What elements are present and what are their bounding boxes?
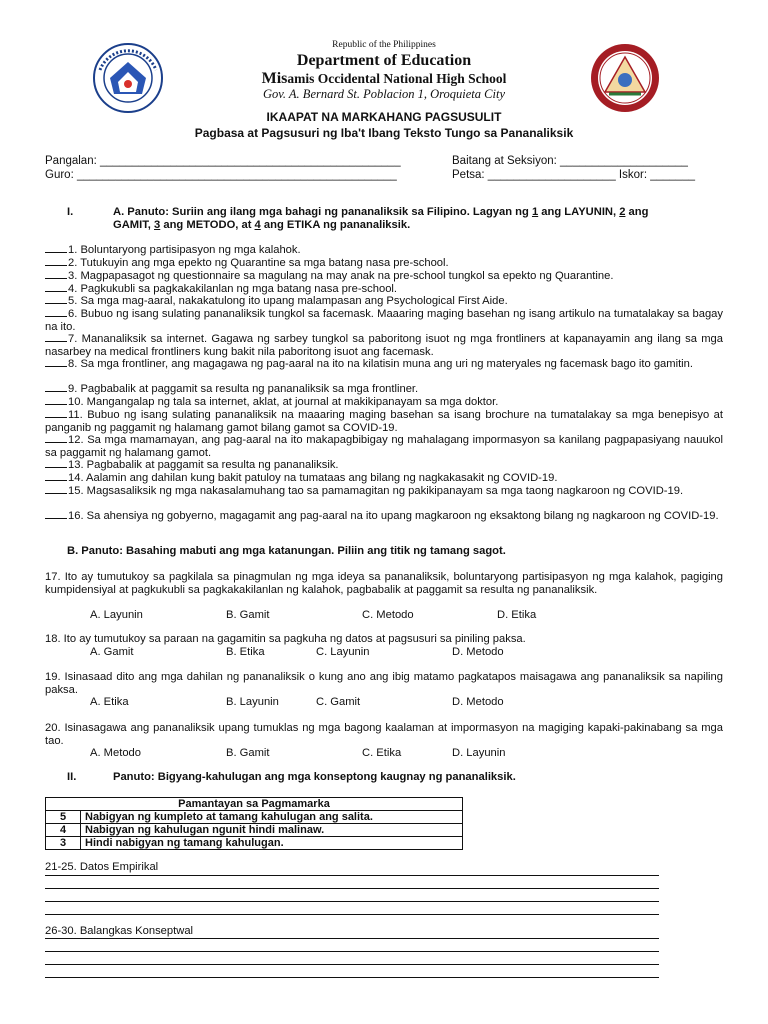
rubric-title: Pamantayan sa Pagmamarka	[46, 798, 463, 811]
question-19: 19. Isinasaad dito ang mga dahilan ng pananaliksik o kung ano ang ibig matamo pagkatapos maisagawa ang pananaliksik sa napiling paksa.	[45, 671, 723, 696]
option-c[interactable]: C. Etika	[362, 747, 402, 759]
answer-blank[interactable]	[45, 357, 67, 367]
option-d[interactable]: D. Metodo	[452, 646, 504, 658]
question-17: 17. Ito ay tumutukoy sa pagkilala sa pinagmulan ng mga ideya sa pananaliksik, boluntaryong partisipasyon ng mga kalahok, pagiging kumpidensiyal at pagkukubli sa pagkakakilanlan ng kalahok, pagbabalik at paggamit sa resulta ng pananaliksik.	[45, 571, 723, 596]
item-4: 4. Pagkukubli sa pagkakakilanlan ng mga batang nasa pre-school.	[45, 282, 723, 296]
answer-line[interactable]	[45, 888, 659, 889]
item-2: 2. Tutukuyin ang mga epekto ng Quarantine sa mga batang nasa pre-school.	[45, 256, 723, 270]
item-14: 14. Aalamin ang dahilan kung bakit patuloy na tumataas ang bilang ng nagkakasakit ng COVID-19.	[45, 471, 723, 485]
rubric-row: 5 Nabigyan ng kumpleto at tamang kahulugan ang salita.	[46, 811, 463, 824]
school-name-rest: amis Occidental National High School	[287, 71, 507, 86]
answer-blank[interactable]	[45, 458, 67, 468]
answer-blank[interactable]	[45, 307, 67, 317]
item-16: 16. Sa ahensiya ng gobyerno, magagamit ang pag-aaral na ito upang magkaroon ng eksaktong bilang ng nagkaroon ng COVID-19.	[45, 509, 723, 523]
school-name-prefix: Mis	[261, 70, 288, 87]
option-a[interactable]: A. Etika	[90, 696, 129, 708]
exam-title: IKAAPAT NA MARKAHANG PAGSUSULIT	[266, 110, 502, 124]
option-b[interactable]: B. Etika	[226, 646, 265, 658]
item-balangkas-konseptwal: 26-30. Balangkas Konseptwal	[45, 925, 194, 937]
item-8: 8. Sa mga frontliner, ang magagawa ng pag-aaral na ito na kilatisin muna ang uri ng materyales ng facemask bago ito gamitin.	[45, 357, 723, 371]
answer-blank[interactable]	[45, 471, 67, 481]
rubric-table	[45, 797, 463, 850]
item-datos-empirikal: 21-25. Datos Empirikal	[45, 861, 159, 873]
rubric-row: 4 Nabigyan ng kahulugan ngunit hindi malinaw.	[46, 824, 463, 837]
part2-instruction: Panuto: Bigyang-kahulugan ang mga konseptong kaugnay ng pananaliksik.	[113, 771, 516, 783]
option-a[interactable]: A. Metodo	[90, 747, 141, 759]
answer-blank[interactable]	[45, 294, 67, 304]
answer-blank[interactable]	[45, 484, 67, 494]
part1b-instruction: B. Panuto: Basahing mabuti ang mga katanungan. Piliin ang titik ng tamang sagot.	[67, 545, 506, 557]
answer-line[interactable]	[45, 977, 659, 978]
teacher-field[interactable]: Guro: __________________________________________________	[45, 169, 397, 181]
answer-blank[interactable]	[45, 408, 67, 418]
republic-label: Republic of the Philippines	[332, 40, 436, 50]
item-12: 12. Sa mga mamamayan, ang pag-aaral na ito makapagbibigay ng mahalagang impormasyon sa kanilang pagpapasiyang nauukol sa paggamit ng halamang gamot.	[45, 434, 723, 459]
item-3: 3. Magpapasagot ng questionnaire sa magulang na may anak na pre-school tungkol sa epekto ng Quarantine.	[45, 269, 723, 283]
item-10: 10. Mangangalap ng tala sa internet, aklat, at journal at makikipanayam sa mga doktor.	[45, 395, 723, 409]
subject-title: Pagbasa at Pagsusuri ng Iba't Ibang Teksto Tungo sa Pananaliksik	[194, 126, 574, 140]
item-15: 15. Magsasaliksik ng mga nakasalamuhang tao sa pamamagitan ng pakikipanayam sa mga taong nagkaroon ng COVID-19.	[45, 484, 723, 498]
option-d[interactable]: D. Metodo	[452, 696, 504, 708]
item-5: 5. Sa mga mag-aaral, nakakatulong ito upang malampasan ang Psychological First Aide.	[45, 294, 723, 308]
answer-blank[interactable]	[45, 433, 67, 443]
answer-line[interactable]	[45, 964, 659, 965]
question-18: 18. Ito ay tumutukoy sa paraan na gagamitin sa pagkuha ng datos at pagsusuri sa piniling paksa.	[45, 633, 526, 645]
answer-line[interactable]	[45, 938, 659, 939]
name-field[interactable]: Pangalan: _______________________________________________	[45, 155, 401, 167]
option-c[interactable]: C. Metodo	[362, 609, 414, 621]
option-b[interactable]: B. Gamit	[226, 609, 270, 621]
answer-line[interactable]	[45, 901, 659, 902]
option-b[interactable]: B. Layunin	[226, 696, 279, 708]
answer-blank[interactable]	[45, 509, 67, 519]
answer-blank[interactable]	[45, 382, 67, 392]
date-score-field[interactable]: Petsa: ____________________ Iskor: _______	[452, 169, 695, 181]
rubric-row: 3 Hindi nabigyan ng tamang kahulugan.	[46, 837, 463, 850]
option-c[interactable]: C. Gamit	[316, 696, 361, 708]
item-9: 9. Pagbabalik at paggamit sa resulta ng pananaliksik sa mga frontliner.	[45, 382, 723, 396]
answer-blank[interactable]	[45, 243, 67, 253]
option-c[interactable]: C. Layunin	[316, 646, 370, 658]
answer-blank[interactable]	[45, 395, 67, 405]
item-6: 6. Bubuo ng isang sulating pananaliksik tungkol sa facemask. Maaaring maging basehan ng isang artikulo na tumatalakay sa bagay na ito.	[45, 308, 723, 333]
part1-number: I.	[67, 206, 74, 218]
item-1: 1. Boluntaryong partisipasyon ng mga kalahok.	[45, 243, 723, 257]
option-a[interactable]: A. Layunin	[90, 609, 143, 621]
department-title: Department of Education	[296, 52, 472, 69]
answer-blank[interactable]	[45, 269, 67, 279]
option-a[interactable]: A. Gamit	[90, 646, 134, 658]
answer-line[interactable]	[45, 951, 659, 952]
school-address: Gov. A. Bernard St. Poblacion 1, Oroquieta City	[263, 87, 505, 101]
answer-blank[interactable]	[45, 332, 67, 342]
grade-section-field[interactable]: Baitang at Seksiyon: ____________________	[452, 155, 688, 167]
part1-instruction: A. Panuto: Suriin ang ilang mga bahagi ng pananaliksik sa Filipino. Lagyan ng 1 ang LAYUNIN, 2 ang	[113, 206, 649, 218]
part1-instruction-line2: GAMIT, 3 ang METODO, at 4 ang ETIKA ng pananaliksik.	[113, 219, 411, 231]
option-d[interactable]: D. Layunin	[452, 747, 506, 759]
answer-blank[interactable]	[45, 256, 67, 266]
part2-number: II.	[67, 771, 77, 783]
answer-line[interactable]	[45, 914, 659, 915]
item-7: 7. Mananaliksik sa internet. Gagawa ng sarbey tungkol sa paboritong isuot ng mga frontliners at kapanayamin ang ilang sa mga nasarbey na medical frontliners kung bakit nila paboritong isuot ang facemask.	[45, 333, 723, 358]
school-name	[0, 70, 768, 88]
answer-blank[interactable]	[45, 282, 67, 292]
item-13: 13. Pagbabalik at paggamit sa resulta ng pananaliksik.	[45, 458, 723, 472]
option-b[interactable]: B. Gamit	[226, 747, 270, 759]
item-11: 11. Bubuo ng isang sulating pananaliksik na maaaring maging basehan sa isang brochure na tumatalakay sa mga benepisyo at panganib ng paggamit ng halamang gamot bilang gamot sa COVID-19.	[45, 409, 723, 434]
option-d[interactable]: D. Etika	[497, 609, 537, 621]
answer-line[interactable]	[45, 875, 659, 876]
question-20: 20. Isinasagawa ang pananaliksik upang tumuklas ng mga bagong kaalaman at impormasyon na magiging kapaki-pakinabang sa mga tao.	[45, 722, 723, 747]
